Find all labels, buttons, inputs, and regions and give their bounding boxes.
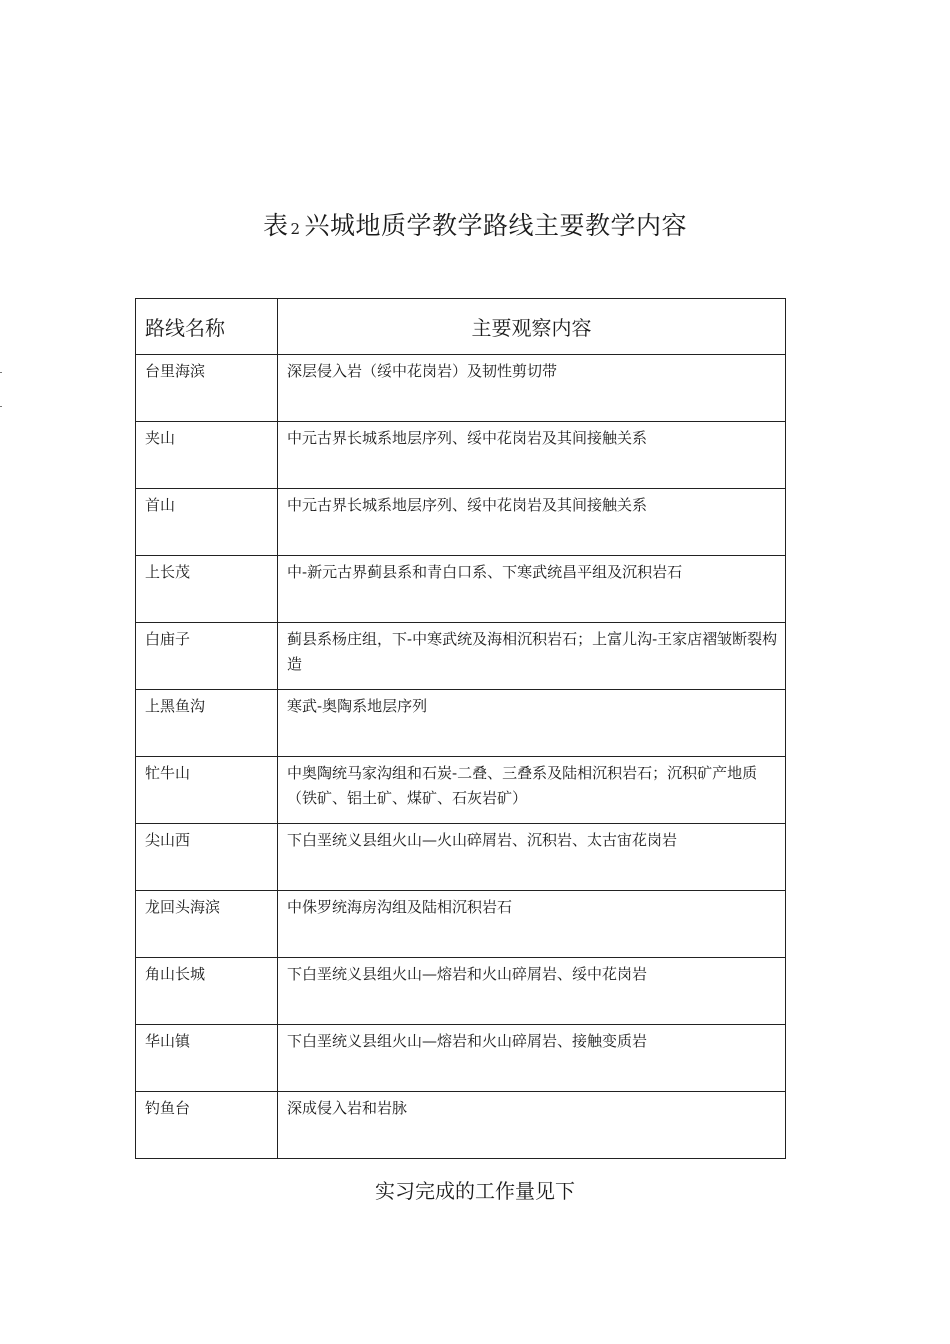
observation-content-cell: 中元古界长城系地层序列、绥中花岗岩及其间接触关系 [278, 489, 786, 556]
table-row [136, 891, 786, 958]
observation-content-cell: 中-新元古界蓟县系和青白口系、下寒武统昌平组及沉积岩石 [278, 556, 786, 623]
route-name-cell: 台里海滨 [136, 355, 278, 422]
caption-prefix: 表 [262, 211, 289, 240]
route-name-cell: 首山 [136, 489, 278, 556]
table-row [136, 690, 786, 757]
observation-content-cell: 中侏罗统海房沟组及陆相沉积岩石 [278, 891, 786, 958]
route-name-cell: 尖山西 [136, 824, 278, 891]
route-table [135, 298, 786, 1159]
table-header-row [136, 299, 786, 355]
table-row [136, 623, 786, 690]
observation-content-cell: 中奥陶统马家沟组和石炭-二叠、三叠系及陆相沉积岩石；沉积矿产地质（铁矿、铝土矿、煤矿、石灰岩矿） [278, 757, 786, 824]
observation-content-cell: 下白垩统义县组火山—熔岩和火山碎屑岩、接触变质岩 [278, 1025, 786, 1092]
observation-content-cell: 下白垩统义县组火山—火山碎屑岩、沉积岩、太古宙花岗岩 [278, 824, 786, 891]
route-name-cell: 白庙子 [136, 623, 278, 690]
table-row [136, 757, 786, 824]
table-row [136, 824, 786, 891]
header-observation-content: 主要观察内容 [278, 299, 786, 355]
route-name-cell: 上黑鱼沟 [136, 690, 278, 757]
table-row [136, 958, 786, 1025]
observation-content-cell: 下白垩统义县组火山—熔岩和火山碎屑岩、绥中花岗岩 [278, 958, 786, 1025]
footer-text: 实习完成的工作量见下 [375, 1179, 575, 1203]
margin-mark [0, 406, 2, 407]
observation-content-cell: 中元古界长城系地层序列、绥中花岗岩及其间接触关系 [278, 422, 786, 489]
route-name-cell: 钓鱼台 [136, 1092, 278, 1159]
route-name-cell: 夹山 [136, 422, 278, 489]
observation-content-cell: 蓟县系杨庄组，下-中寒武统及海相沉积岩石；上富儿沟-王家店褶皱断裂构造 [278, 623, 786, 690]
caption-title: 兴城地质学教学路线主要教学内容 [304, 211, 688, 240]
route-name-cell: 上长茂 [136, 556, 278, 623]
observation-content-cell: 深层侵入岩（绥中花岗岩）及韧性剪切带 [278, 355, 786, 422]
route-name-cell: 角山长城 [136, 958, 278, 1025]
header-route-name: 路线名称 [136, 299, 278, 355]
table-row [136, 1025, 786, 1092]
table-row [136, 556, 786, 623]
table-caption [0, 206, 950, 242]
caption-number: 2 [290, 220, 301, 238]
route-name-cell: 龙回头海滨 [136, 891, 278, 958]
observation-content-cell: 寒武-奥陶系地层序列 [278, 690, 786, 757]
table-row [136, 489, 786, 556]
table-row [136, 422, 786, 489]
table-row [136, 1092, 786, 1159]
observation-content-cell: 深成侵入岩和岩脉 [278, 1092, 786, 1159]
route-name-cell: 华山镇 [136, 1025, 278, 1092]
table-row [136, 355, 786, 422]
route-name-cell: 牤牛山 [136, 757, 278, 824]
margin-mark [0, 372, 2, 373]
